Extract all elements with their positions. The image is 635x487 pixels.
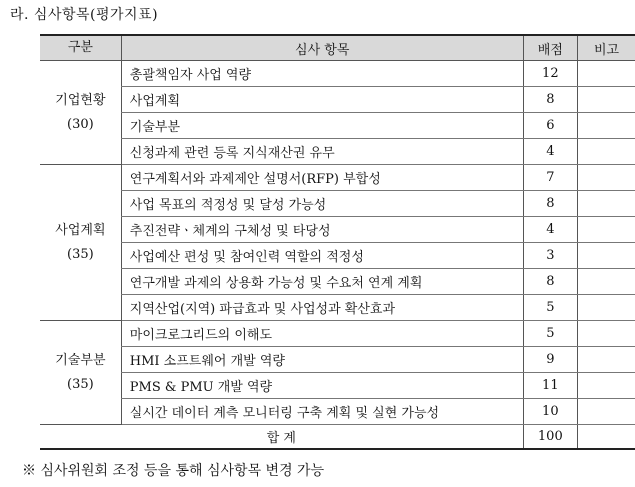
category-points: (30): [67, 116, 94, 132]
total-score: 100: [523, 425, 577, 450]
item-cell: 지역산업(지역) 파급효과 및 사업성과 확산효과: [121, 295, 523, 321]
note-cell: [578, 87, 635, 113]
note-cell: [578, 113, 635, 139]
table-header-row: [40, 35, 635, 61]
note-cell: [578, 295, 635, 321]
table-row: [40, 321, 635, 347]
table-row: [40, 399, 635, 425]
score-cell: 3: [523, 243, 577, 269]
category-cell: [40, 165, 121, 321]
note-cell: [578, 243, 635, 269]
category-points: (35): [67, 246, 94, 262]
note-cell: [578, 269, 635, 295]
table-row: [40, 113, 635, 139]
table-row: [40, 373, 635, 399]
item-cell: 마이크로그리드의 이해도: [121, 321, 523, 347]
score-cell: 11: [523, 373, 577, 399]
score-cell: 4: [523, 217, 577, 243]
item-cell: 사업예산 편성 및 참여인력 역할의 적정성: [121, 243, 523, 269]
note-cell: [578, 347, 635, 373]
category-points: (35): [67, 376, 94, 392]
total-label: 합 계: [40, 425, 523, 450]
table-row: [40, 269, 635, 295]
table-row: [40, 139, 635, 165]
footnote: ※ 심사위원회 조정 등을 통해 심사항목 변경 가능: [22, 463, 325, 479]
table-row: [40, 295, 635, 321]
evaluation-table: [40, 34, 635, 450]
score-cell: 7: [523, 165, 577, 191]
note-cell: [578, 139, 635, 165]
item-cell: 실시간 데이터 계측 모니터링 구축 계획 및 실현 가능성: [121, 399, 523, 425]
item-cell: 사업계획: [121, 87, 523, 113]
score-cell: 9: [523, 347, 577, 373]
item-cell: 기술부분: [121, 113, 523, 139]
table-row: [40, 243, 635, 269]
table-row: [40, 191, 635, 217]
header-category: 구분: [40, 35, 121, 61]
table-row: [40, 165, 635, 191]
item-cell: 총괄책임자 사업 역량: [121, 61, 523, 87]
item-cell: 사업 목표의 적정성 및 달성 가능성: [121, 191, 523, 217]
score-cell: 8: [523, 269, 577, 295]
item-cell: 연구개발 과제의 상용화 가능성 및 수요처 연계 계획: [121, 269, 523, 295]
category-cell: [40, 321, 121, 425]
header-score: 배점: [523, 35, 577, 61]
note-cell: [578, 191, 635, 217]
note-cell: [578, 61, 635, 87]
score-cell: 5: [523, 321, 577, 347]
table-row: [40, 347, 635, 373]
note-cell: [578, 321, 635, 347]
item-cell: PMS & PMU 개발 역량: [121, 373, 523, 399]
score-cell: 12: [523, 61, 577, 87]
note-cell: [578, 399, 635, 425]
note-cell: [578, 217, 635, 243]
item-cell: 신청과제 관련 등록 지식재산권 유무: [121, 139, 523, 165]
category-cell: [40, 61, 121, 165]
note-cell: [578, 425, 635, 450]
header-note: 비고: [578, 35, 635, 61]
score-cell: 8: [523, 191, 577, 217]
score-cell: 6: [523, 113, 577, 139]
table-row: [40, 61, 635, 87]
category-name: 기업현황: [55, 92, 106, 108]
item-cell: 연구계획서와 과제제안 설명서(RFP) 부합성: [121, 165, 523, 191]
header-item: 심사 항목: [121, 35, 523, 61]
score-cell: 10: [523, 399, 577, 425]
score-cell: 8: [523, 87, 577, 113]
score-cell: 5: [523, 295, 577, 321]
note-cell: [578, 165, 635, 191]
category-name: 기술부분: [55, 352, 106, 368]
note-cell: [578, 373, 635, 399]
table-row: [40, 87, 635, 113]
category-name: 사업계획: [55, 222, 106, 238]
total-row: [40, 425, 635, 450]
section-heading: 라. 심사항목(평가지표): [10, 7, 159, 23]
score-cell: 4: [523, 139, 577, 165]
table-row: [40, 217, 635, 243]
item-cell: 추진전략ㆍ체계의 구체성 및 타당성: [121, 217, 523, 243]
item-cell: HMI 소프트웨어 개발 역량: [121, 347, 523, 373]
